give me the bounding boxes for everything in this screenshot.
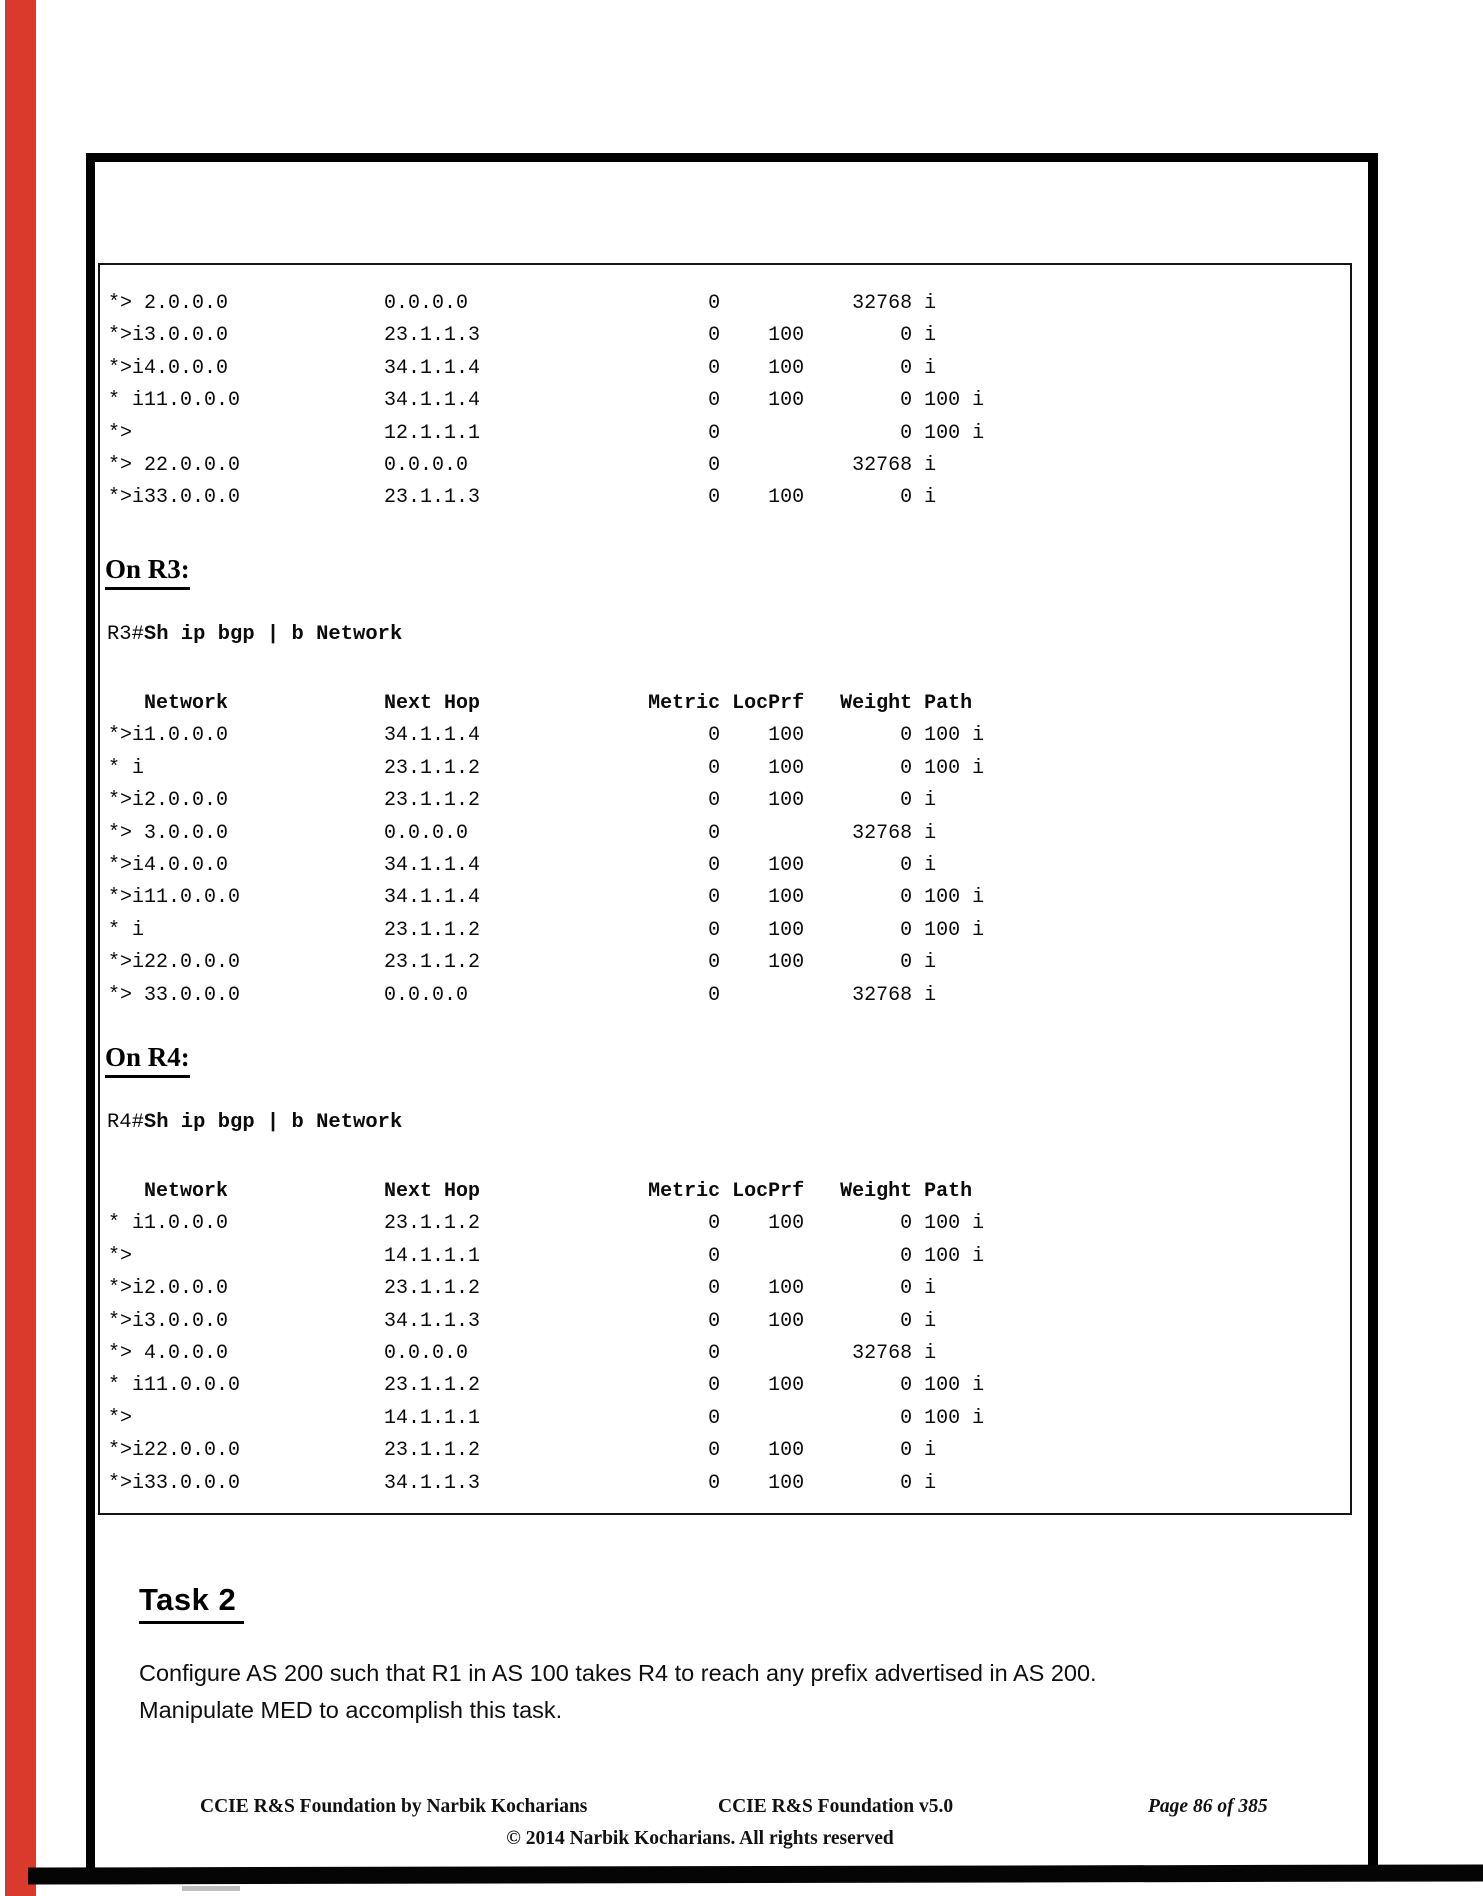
cli-prompt: R4# <box>107 1111 144 1134</box>
bgp-row: *>i22.0.0.0 23.1.1.2 0 100 0 i <box>108 951 937 975</box>
bgp-row: *>i33.0.0.0 34.1.1.3 0 100 0 i <box>108 1471 937 1495</box>
bgp-row: * i11.0.0.0 23.1.1.2 0 100 0 100 i <box>108 1374 985 1398</box>
bgp-row: *>i2.0.0.0 23.1.1.2 0 100 0 i <box>108 789 937 813</box>
bgp-table-r2 <box>108 288 984 515</box>
task-text-line: Manipulate MED to accomplish this task. <box>139 1697 563 1723</box>
bgp-row: * i1.0.0.0 23.1.1.2 0 100 0 100 i <box>108 1212 985 1236</box>
section-heading-r3: On R3: <box>105 554 190 590</box>
footer-page-number: Page 86 of 385 <box>1148 1796 1268 1817</box>
bgp-row: *>i22.0.0.0 23.1.1.2 0 100 0 i <box>108 1439 937 1463</box>
bgp-table-r3 <box>108 688 984 1012</box>
cli-command-r4 <box>107 1111 402 1134</box>
bgp-row: *> 22.0.0.0 0.0.0.0 0 32768 i <box>108 454 937 478</box>
bgp-row: *> 2.0.0.0 0.0.0.0 0 32768 i <box>108 292 937 315</box>
bgp-row: *>i4.0.0.0 34.1.1.4 0 100 0 i <box>108 356 937 380</box>
bgp-row: *> 33.0.0.0 0.0.0.0 0 32768 i <box>108 983 937 1007</box>
task-body <box>139 1655 1299 1729</box>
task-text-line: Configure AS 200 such that R1 in AS 100 takes R4 to reach any prefix advertised in AS 200. <box>139 1660 1097 1686</box>
bgp-table-header: Network Next Hop Metric LocPrf Weight Path <box>108 692 973 715</box>
scan-artifact <box>182 1886 240 1891</box>
cli-command-r3 <box>107 623 402 646</box>
bgp-row: *>i33.0.0.0 23.1.1.3 0 100 0 i <box>108 486 937 510</box>
bgp-row: *> 4.0.0.0 0.0.0.0 0 32768 i <box>108 1342 937 1366</box>
bgp-row: *> 12.1.1.1 0 0 100 i <box>108 421 985 445</box>
page-footer <box>0 1796 1483 1822</box>
bgp-row: *> 14.1.1.1 0 0 100 i <box>108 1244 985 1268</box>
cli-prompt: R3# <box>107 623 144 646</box>
footer-copyright: © 2014 Narbik Kocharians. All rights reserved <box>506 1828 894 1849</box>
section-heading-r4: On R4: <box>105 1042 190 1078</box>
bgp-row: *>i3.0.0.0 23.1.1.3 0 100 0 i <box>108 324 937 348</box>
book-binding-red-edge <box>5 0 36 1896</box>
bgp-table-r4 <box>108 1176 984 1500</box>
bgp-table-header: Network Next Hop Metric LocPrf Weight Path <box>108 1180 973 1203</box>
cli-command-text: Sh ip bgp | b Network <box>143 623 403 646</box>
bgp-row: *> 3.0.0.0 0.0.0.0 0 32768 i <box>108 821 937 845</box>
bgp-row: *>i11.0.0.0 34.1.1.4 0 100 0 100 i <box>108 886 985 910</box>
bgp-row: *>i1.0.0.0 34.1.1.4 0 100 0 100 i <box>108 724 985 748</box>
footer-version: CCIE R&S Foundation v5.0 <box>718 1796 954 1817</box>
bgp-row: *> 14.1.1.1 0 0 100 i <box>108 1406 985 1430</box>
task-title: Task 2 <box>139 1582 244 1624</box>
footer-book-title: CCIE R&S Foundation by Narbik Kocharians <box>200 1796 588 1817</box>
bgp-row: * i 23.1.1.2 0 100 0 100 i <box>108 918 985 942</box>
bgp-row: * i 23.1.1.2 0 100 0 100 i <box>108 756 985 780</box>
cli-command-text: Sh ip bgp | b Network <box>143 1111 403 1134</box>
scan-edge-band <box>28 1864 1483 1884</box>
bgp-row: * i11.0.0.0 34.1.1.4 0 100 0 100 i <box>108 389 985 413</box>
bgp-row: *>i3.0.0.0 34.1.1.3 0 100 0 i <box>108 1309 937 1333</box>
bgp-row: *>i2.0.0.0 23.1.1.2 0 100 0 i <box>108 1277 937 1301</box>
bgp-row: *>i4.0.0.0 34.1.1.4 0 100 0 i <box>108 854 937 878</box>
